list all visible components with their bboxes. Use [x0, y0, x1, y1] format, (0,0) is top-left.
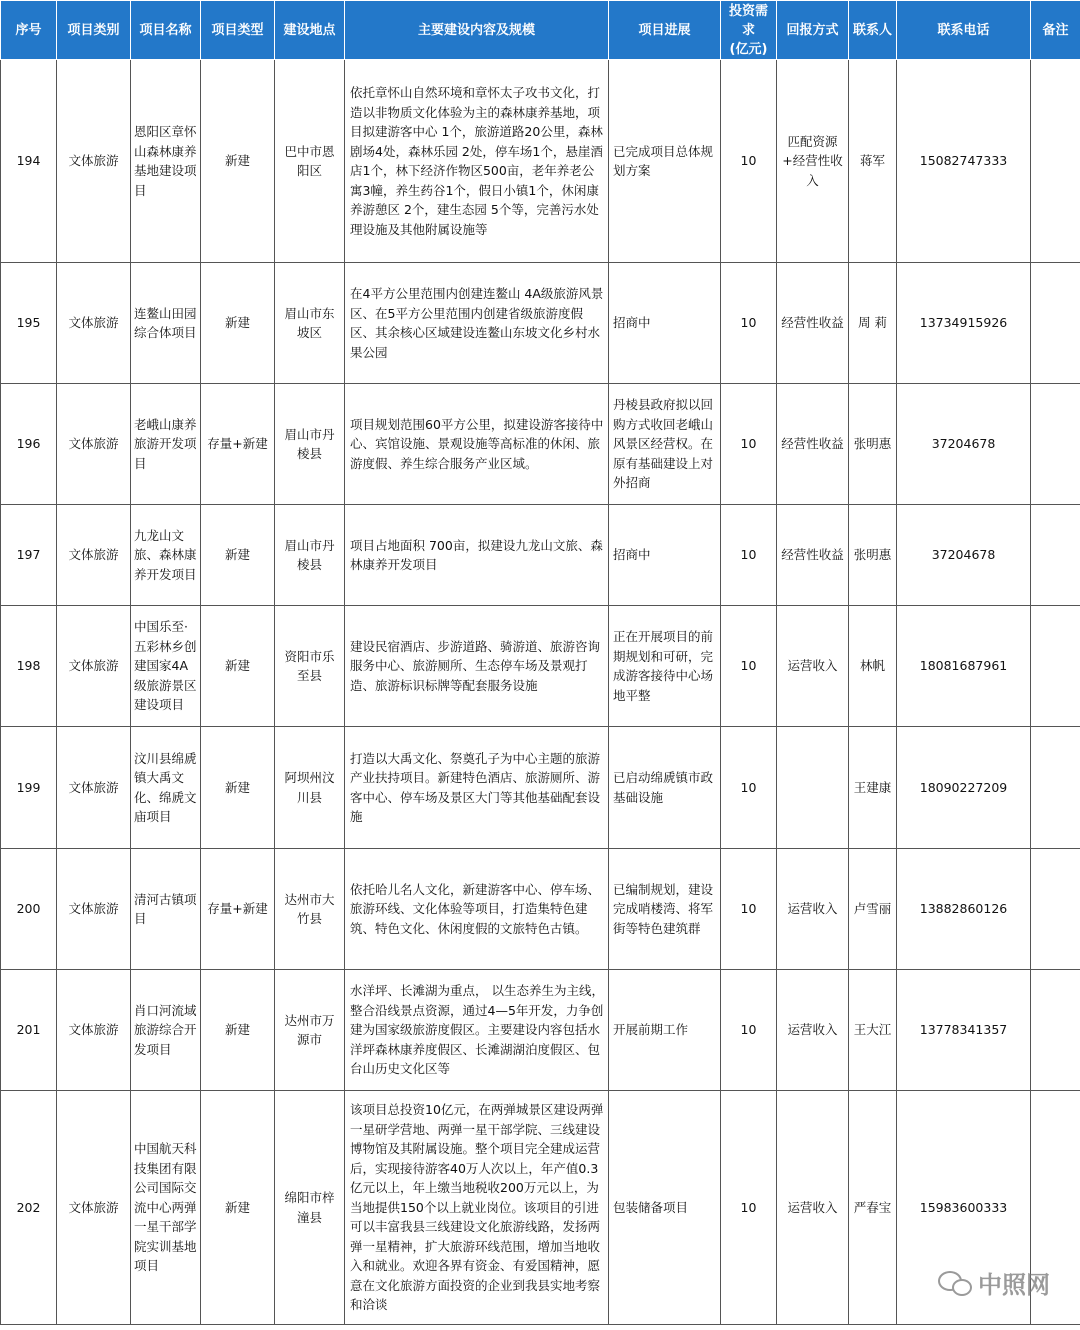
table-row [1, 606, 1080, 727]
row-contact: 王大江 [849, 970, 897, 1091]
row-category: 文体旅游 [57, 1091, 131, 1325]
row-location: 阿坝州汶川县 [275, 727, 345, 849]
row-progress: 开展前期工作 [609, 970, 721, 1091]
row-type: 存量+新建 [201, 384, 275, 505]
header-type: 项目类型 [201, 1, 275, 60]
row-location: 眉山市丹棱县 [275, 505, 345, 606]
row-category: 文体旅游 [57, 60, 131, 263]
row-return: 运营收入 [777, 849, 849, 970]
row-note [1031, 384, 1080, 505]
row-seq: 197 [1, 505, 57, 606]
row-scope: 项目占地面积 700亩，拟建设九龙山文旅、森林康养开发项目 [345, 505, 609, 606]
row-scope: 在4平方公里范围内创建连鳌山 4A级旅游风景区、在5平方公里范围内创建省级旅游度假区、其余核心区域建设连鳌山东坡文化乡村水果公园 [345, 263, 609, 384]
row-phone: 13882860126 [897, 849, 1031, 970]
row-note [1031, 606, 1080, 727]
row-seq: 200 [1, 849, 57, 970]
row-contact: 卢雪丽 [849, 849, 897, 970]
row-progress: 已完成项目总体规划方案 [609, 60, 721, 263]
row-seq: 194 [1, 60, 57, 263]
row-scope: 打造以大禹文化、祭奠孔子为中心主题的旅游产业扶持项目。新建特色酒店、旅游厕所、游客中心、停车场及景区大门等其他基础配套设施 [345, 727, 609, 849]
row-progress: 招商中 [609, 505, 721, 606]
row-type: 新建 [201, 263, 275, 384]
row-location: 绵阳市梓潼县 [275, 1091, 345, 1325]
row-scope: 水洋坪、长滩湖为重点， 以生态养生为主线，整合沿线景点资源，通过4—5年开发，力争创建为国家级旅游度假区。主要建设内容包括水洋坪森林康养度假区、长滩湖湖泊度假区、包台山历史文化区等 [345, 970, 609, 1091]
row-seq: 199 [1, 727, 57, 849]
row-type: 新建 [201, 505, 275, 606]
row-progress: 已编制规划，建设完成哨楼湾、将军街等特色建筑群 [609, 849, 721, 970]
row-name: 九龙山文旅、森林康养开发项目 [131, 505, 201, 606]
row-seq: 198 [1, 606, 57, 727]
row-return: 运营收入 [777, 606, 849, 727]
row-note [1031, 263, 1080, 384]
row-name: 汶川县绵虒镇大禹文化、绵虒文庙项目 [131, 727, 201, 849]
row-category: 文体旅游 [57, 849, 131, 970]
row-phone: 18081687961 [897, 606, 1031, 727]
table-row [1, 970, 1080, 1091]
row-phone: 13734915926 [897, 263, 1031, 384]
row-progress: 已启动绵虒镇市政基础设施 [609, 727, 721, 849]
table-row [1, 727, 1080, 849]
row-type: 新建 [201, 1091, 275, 1325]
row-phone: 15983600333 [897, 1091, 1031, 1325]
row-investment: 10 [721, 606, 777, 727]
row-progress: 招商中 [609, 263, 721, 384]
row-scope: 建设民宿酒店、步游道路、骑游道、旅游咨询服务中心、旅游厕所、生态停车场及景观打造、旅游标识标牌等配套服务设施 [345, 606, 609, 727]
row-scope: 项目规划范围60平方公里，拟建设游客接待中心、宾馆设施、景观设施等高标准的休闲、旅游度假、养生综合服务产业区域。 [345, 384, 609, 505]
row-scope: 该项目总投资10亿元，在两弹城景区建设两弹一星研学营地、两弹一星干部学院、三线建设博物馆及其附属设施。整个项目完全建成运营后，实现接待游客40万人次以上，年产值0.3亿元以上，年上缴当地税收200万元以上，为当地提供150个以上就业岗位。该项目的引进可以丰富我县三线建设文化旅游线路，发扬两弹一星精神，扩大旅游环线范围，增加当地收入和就业。欢迎各界有资金、有爱国精神，愿意在文化旅游方面投资的企业到我县实地考察和洽谈 [345, 1091, 609, 1325]
row-progress: 丹棱县政府拟以回购方式收回老峨山风景区经营权。在原有基础建设上对外招商 [609, 384, 721, 505]
header-contact: 联系人 [849, 1, 897, 60]
wechat-icon [938, 1271, 972, 1295]
row-type: 新建 [201, 970, 275, 1091]
row-contact: 周 莉 [849, 263, 897, 384]
row-seq: 202 [1, 1091, 57, 1325]
row-note [1031, 60, 1080, 263]
table-row [1, 384, 1080, 505]
row-location: 眉山市东坡区 [275, 263, 345, 384]
row-phone: 15082747333 [897, 60, 1031, 263]
table-row [1, 505, 1080, 606]
row-investment: 10 [721, 263, 777, 384]
row-type: 新建 [201, 606, 275, 727]
row-name: 清河古镇项目 [131, 849, 201, 970]
row-seq: 196 [1, 384, 57, 505]
row-name: 中国航天科技集团有限公司国际交流中心两弹一星干部学院实训基地项目 [131, 1091, 201, 1325]
row-seq: 195 [1, 263, 57, 384]
table-row [1, 1091, 1080, 1325]
row-location: 资阳市乐至县 [275, 606, 345, 727]
watermark-text: 中照网 [978, 1271, 1050, 1299]
row-return: 运营收入 [777, 1091, 849, 1325]
row-category: 文体旅游 [57, 606, 131, 727]
row-investment: 10 [721, 384, 777, 505]
header-investment: 投资需求 (亿元) [721, 1, 777, 60]
row-phone: 37204678 [897, 505, 1031, 606]
row-investment: 10 [721, 727, 777, 849]
table-row [1, 849, 1080, 970]
row-name: 肖口河流域旅游综合开发项目 [131, 970, 201, 1091]
table-row [1, 60, 1080, 263]
header-scope: 主要建设内容及规模 [345, 1, 609, 60]
row-return: 经营性收益 [777, 384, 849, 505]
row-category: 文体旅游 [57, 505, 131, 606]
row-location: 眉山市丹棱县 [275, 384, 345, 505]
row-contact: 张明惠 [849, 505, 897, 606]
row-return: 经营性收益 [777, 263, 849, 384]
row-seq: 201 [1, 970, 57, 1091]
row-location: 达州市万源市 [275, 970, 345, 1091]
header-location: 建设地点 [275, 1, 345, 60]
row-progress: 包装储备项目 [609, 1091, 721, 1325]
row-name: 恩阳区章怀山森林康养基地建设项目 [131, 60, 201, 263]
row-contact: 王建康 [849, 727, 897, 849]
row-contact: 张明惠 [849, 384, 897, 505]
row-note [1031, 849, 1080, 970]
row-return: 运营收入 [777, 970, 849, 1091]
table-row [1, 263, 1080, 384]
row-name: 老峨山康养旅游开发项目 [131, 384, 201, 505]
row-note [1031, 970, 1080, 1091]
row-phone: 37204678 [897, 384, 1031, 505]
row-category: 文体旅游 [57, 970, 131, 1091]
row-contact: 林帆 [849, 606, 897, 727]
row-progress: 正在开展项目的前期规划和可研，完成游客接待中心场地平整 [609, 606, 721, 727]
row-category: 文体旅游 [57, 384, 131, 505]
row-investment: 10 [721, 60, 777, 263]
header-progress: 项目进展 [609, 1, 721, 60]
table-header-row [1, 1, 1080, 60]
row-investment: 10 [721, 849, 777, 970]
row-name: 连鳌山田园综合体项目 [131, 263, 201, 384]
row-type: 新建 [201, 727, 275, 849]
row-note [1031, 505, 1080, 606]
row-name: 中国乐至·五彩林乡创建国家4A级旅游景区建设项目 [131, 606, 201, 727]
header-phone: 联系电话 [897, 1, 1031, 60]
row-category: 文体旅游 [57, 727, 131, 849]
row-investment: 10 [721, 1091, 777, 1325]
row-contact: 严春宝 [849, 1091, 897, 1325]
header-name: 项目名称 [131, 1, 201, 60]
row-scope: 依托哈儿名人文化，新建游客中心、停车场、旅游环线、文化体验等项目，打造集特色建筑、特色文化、休闲度假的文旅特色古镇。 [345, 849, 609, 970]
row-return [777, 727, 849, 849]
header-note: 备注 [1031, 1, 1080, 60]
row-type: 存量+新建 [201, 849, 275, 970]
watermark [938, 1265, 1050, 1300]
header-seq: 序号 [1, 1, 57, 60]
row-contact: 蒋军 [849, 60, 897, 263]
row-return: 经营性收益 [777, 505, 849, 606]
row-phone: 13778341357 [897, 970, 1031, 1091]
header-category: 项目类别 [57, 1, 131, 60]
row-investment: 10 [721, 505, 777, 606]
row-location: 巴中市恩阳区 [275, 60, 345, 263]
header-return: 回报方式 [777, 1, 849, 60]
row-phone: 18090227209 [897, 727, 1031, 849]
row-type: 新建 [201, 60, 275, 263]
row-return: 匹配资源+经营性收入 [777, 60, 849, 263]
row-category: 文体旅游 [57, 263, 131, 384]
row-note [1031, 727, 1080, 849]
row-investment: 10 [721, 970, 777, 1091]
row-location: 达州市大竹县 [275, 849, 345, 970]
row-scope: 依托章怀山自然环境和章怀太子攻书文化，打造以非物质文化体验为主的森林康养基地，项目拟建游客中心 1个，旅游道路20公里，森林剧场4处，森林乐园 2处，停车场1个，悬崖酒店1个，林下经济作物区500亩，老年养老公寓3幢，养生药谷1个，假日小镇1个，休闲康养游憩区 2个，建生态园 5个等，完善污水处理设施及其他附属设施等 [345, 60, 609, 263]
